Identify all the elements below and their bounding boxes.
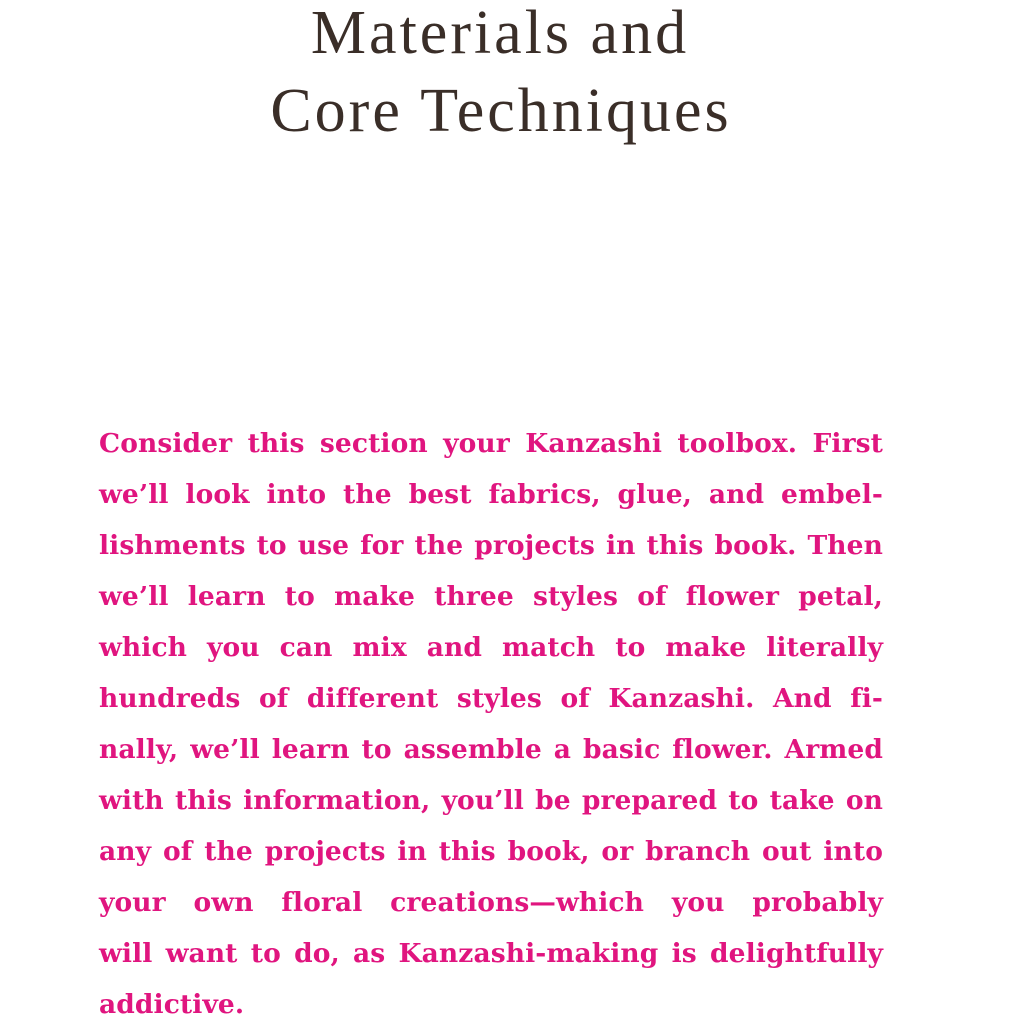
intro-line: hundreds of different styles of Kanzashi. And fi- — [99, 683, 883, 714]
intro-paragraph — [99, 418, 883, 1030]
intro-line: addictive. — [99, 989, 245, 1020]
intro-line: which you can mix and match to make literally — [99, 632, 883, 663]
intro-line: Consider this section your Kanzashi toolbox. First — [99, 428, 883, 459]
intro-line: with this information, you’ll be prepared to take on — [99, 785, 883, 816]
intro-line: nally, we’ll learn to assemble a basic flower. Armed — [99, 734, 883, 765]
chapter-title-line-1: Materials and — [310, 0, 690, 67]
intro-line: lishments to use for the projects in this book. Then — [99, 530, 883, 561]
intro-line: will want to do, as Kanzashi-making is delightfully — [99, 938, 883, 969]
chapter-title-line-2: Core Techniques — [270, 77, 732, 145]
intro-line: your own floral creations—which you probably — [99, 887, 883, 918]
intro-line: we’ll look into the best fabrics, glue, and embel- — [99, 479, 883, 510]
intro-line: any of the projects in this book, or branch out into — [99, 836, 883, 867]
chapter-title — [0, 0, 1024, 150]
intro-line: we’ll learn to make three styles of flower petal, — [99, 581, 883, 612]
